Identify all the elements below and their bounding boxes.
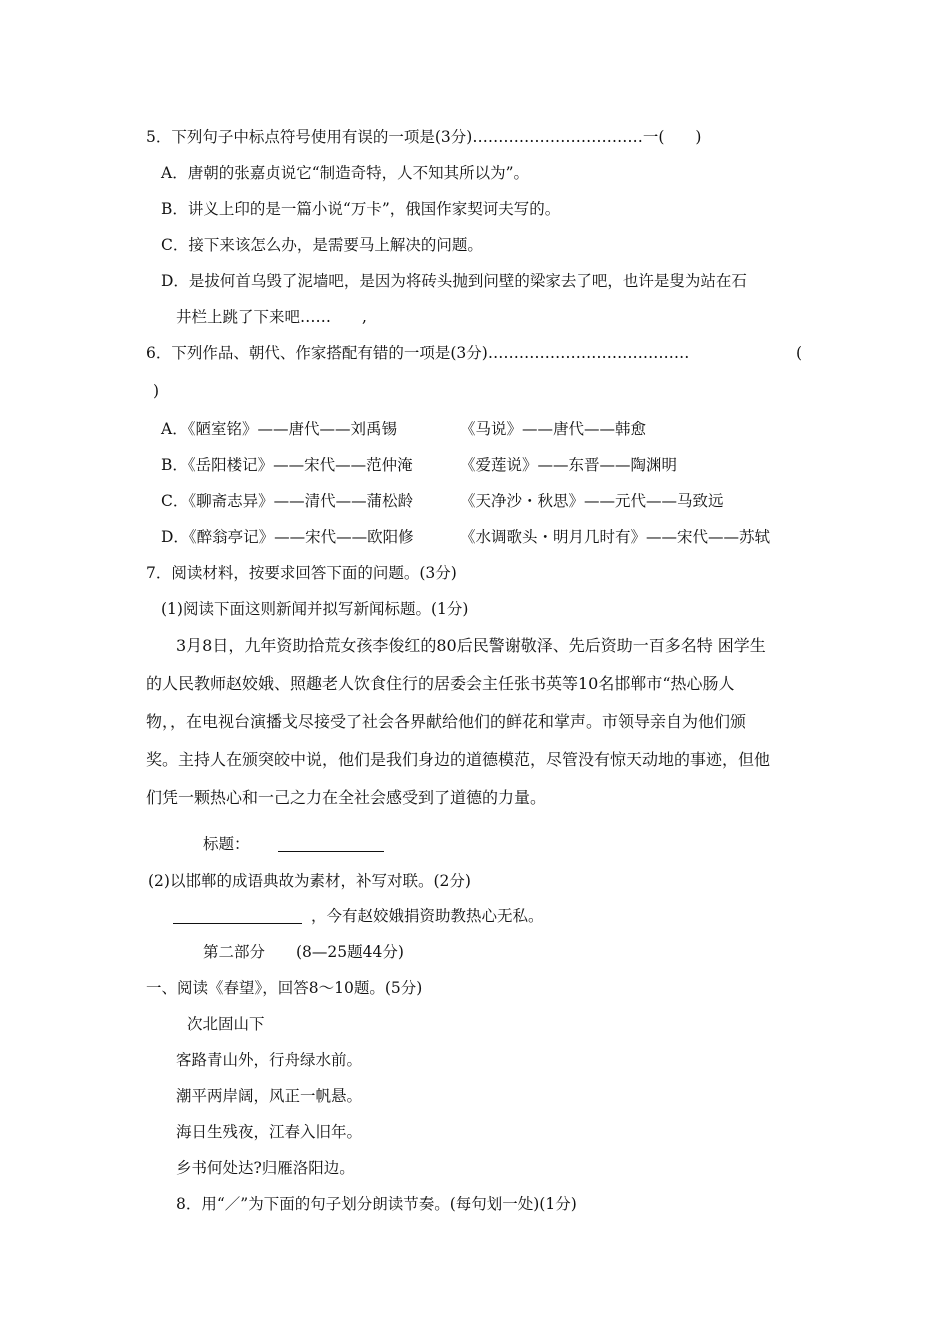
q7-news-line1: 3月8日，九年资助拾荒女孩李俊红的80后民警谢敬泽、先后资助一百多名特 困学生 bbox=[176, 636, 766, 655]
q7-sub2: (2)以邯郸的成语典故为素材，补写对联。(2分) bbox=[148, 872, 471, 890]
poem-line1: 客路青山外，行舟绿水前。 bbox=[176, 1051, 363, 1069]
q5-option-c: C．接下来该怎么办，是需要马上解决的问题。 bbox=[161, 236, 483, 254]
q7-news-line2: 的人民教师赵姣娥、照趣老人饮食住行的居委会主任张书英等10名邯郸市“热心肠人 bbox=[146, 674, 735, 693]
q7-couplet: ，今有赵姣娥捐资助教热心无私。 bbox=[311, 907, 544, 925]
q6-option-a-left: A．《陋室铭》——唐代——刘禹锡 bbox=[161, 420, 397, 438]
q6-option-a-right: 《马说》——唐代——韩愈 bbox=[460, 420, 647, 438]
q5-option-d-line1: D．是拔何首乌毁了泥墙吧，是因为将砖头抛到问壁的梁家去了吧，也许是叟为站在石 bbox=[161, 272, 747, 290]
q8-stem: 8．用“／”为下面的句子划分朗读节奏。(每句划一处)(1分) bbox=[176, 1195, 577, 1213]
q6-option-c-right: 《天净沙・秋思》——元代——马致远 bbox=[460, 492, 724, 510]
poem-line4: 乡书何处达?归雁洛阳边。 bbox=[176, 1159, 355, 1177]
q6-option-b-right: 《爱莲说》——东晋——陶渊明 bbox=[460, 456, 678, 474]
q7-news-line4: 奖。主持人在颁突皎中说，他们是我们身边的道德模范，尽管没有惊天动地的事迹，但他 bbox=[146, 750, 771, 769]
q6-option-b-left: B．《岳阳楼记》——宋代——范仲淹 bbox=[161, 456, 413, 474]
q7-title-label: 标题： bbox=[203, 835, 250, 853]
q5-option-d-line2: 井栏上跳了下来吧…… , bbox=[176, 308, 367, 326]
q6-option-d-right: 《水调歌头・明月几时有》——宋代——苏轼 bbox=[460, 528, 771, 546]
q6-option-c-left: C．《聊斋志异》——清代——蒲松龄 bbox=[161, 492, 414, 510]
q7-news-line5: 们凭一颗热心和一己之力在全社会感受到了道德的力量。 bbox=[146, 788, 547, 807]
title-answer-blank[interactable] bbox=[278, 851, 384, 852]
section1-heading: 一、阅读《春望》，回答8～10题。(5分) bbox=[146, 979, 423, 997]
q6-paren-close: ) bbox=[153, 382, 160, 400]
q6-option-d-left: D．《醉翁亭记》——宋代——欧阳修 bbox=[161, 528, 414, 546]
poem-line2: 潮平两岸阔，风正一帆悬。 bbox=[176, 1087, 363, 1105]
q5-stem: 5．下列句子中标点符号使用有误的一项是(3分)……………………………一( ) bbox=[146, 128, 702, 146]
q7-news-line3: 物，，在电视台演播戈尽接受了社会各界献给他们的鲜花和掌声。市领导亲自为他们颁 bbox=[146, 712, 747, 731]
q5-option-b: B．讲义上印的是一篇小说“万卡”，俄国作家契诃夫写的。 bbox=[161, 200, 561, 218]
poem-title: 次北固山下 bbox=[187, 1015, 265, 1033]
part2-heading: 第二部分 (8—25题44分) bbox=[203, 943, 404, 961]
couplet-answer-blank[interactable] bbox=[173, 923, 302, 924]
q7-stem: 7．阅读材料，按要求回答下面的问题。(3分) bbox=[146, 564, 457, 582]
q6-paren-open: ( bbox=[796, 344, 803, 362]
q6-stem: 6．下列作品、朝代、作家搭配有错的一项是(3分)………………………………… bbox=[146, 344, 690, 362]
q5-option-a: A．唐朝的张嘉贞说它“制造奇特，人不知其所以为”。 bbox=[161, 164, 530, 182]
q7-sub1: (1)阅读下面这则新闻并拟写新闻标题。(1分) bbox=[161, 600, 469, 618]
poem-line3: 海日生残夜，江春入旧年。 bbox=[176, 1123, 363, 1141]
